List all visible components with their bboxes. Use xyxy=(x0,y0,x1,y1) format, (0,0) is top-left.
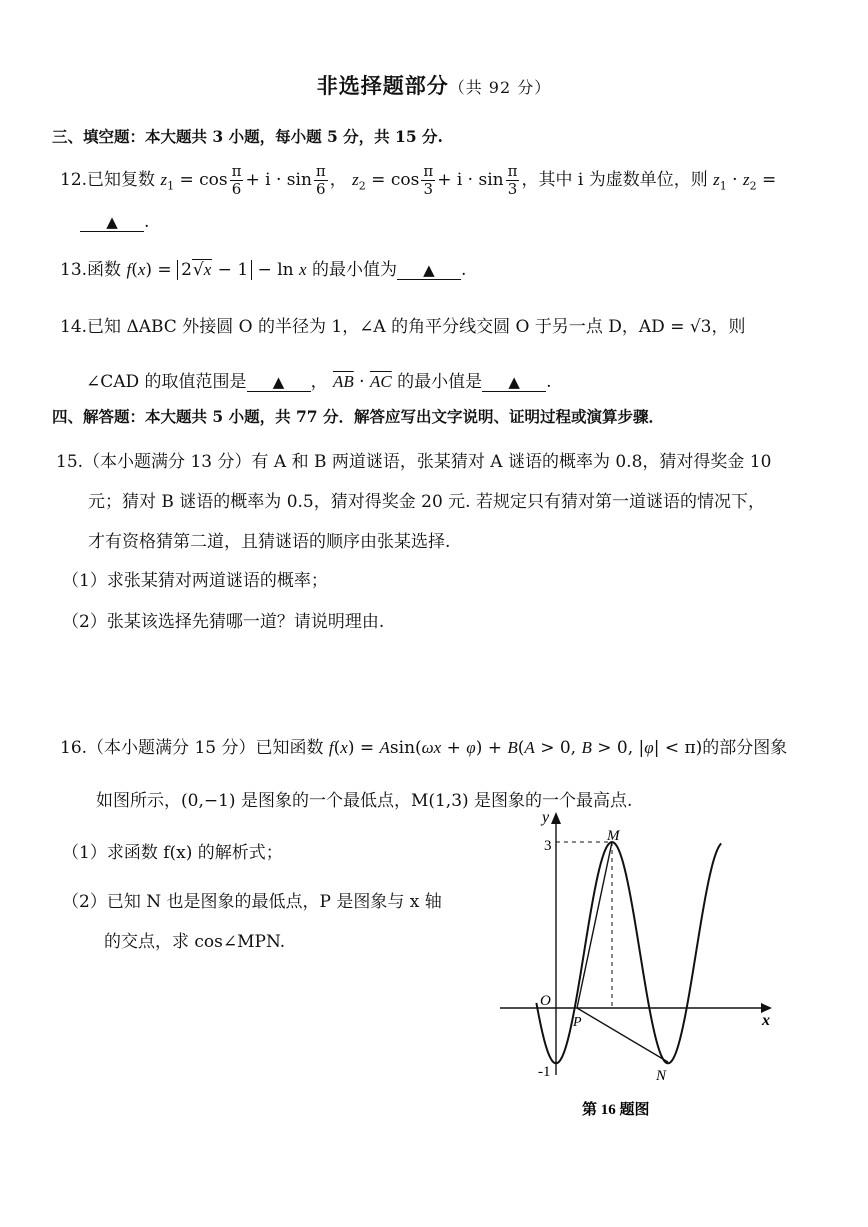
q12-number: 12. xyxy=(60,170,88,190)
section4-header: 四、解答题：本大题共 5 小题，共 77 分．解答应写出文字说明、证明过程或演算步骤． xyxy=(52,407,664,426)
page-title xyxy=(0,70,868,100)
q14-line2-b: ， xyxy=(310,372,328,392)
q14-line2-c: 的最小值是 xyxy=(397,372,483,392)
q15-part1: （1）求张某猜对两道谜语的概率； xyxy=(62,571,328,591)
tick-neg1: -1 xyxy=(538,1064,551,1080)
q15-line1-text: （本小题满分 13 分）有 A 和 B 两道谜语，张某猜对 A 谜语的概率为 0.8，猜对得奖金 10 xyxy=(83,452,772,472)
q14-number: 14. xyxy=(60,317,88,337)
q12-answer-line: ▲ . xyxy=(80,212,149,232)
q15-part2: （2）张某该选择先猜哪一道？请说明理由. xyxy=(62,612,385,632)
y-axis-label: y xyxy=(542,809,550,826)
q15-number: 15. xyxy=(56,452,84,472)
q16-part2-line2: 的交点，求 cos∠MPN. xyxy=(104,932,286,952)
q15-line1 xyxy=(56,447,771,472)
q13-number: 13. xyxy=(60,260,88,280)
x-axis-label: x xyxy=(762,1012,770,1029)
q14-line1 xyxy=(60,312,746,337)
q14-answer-blank-2: ▲ xyxy=(482,373,546,392)
sine-curve xyxy=(536,842,721,1063)
q12-text-a: 已知复数 xyxy=(87,170,156,190)
q12-text-b: 其中 i 为虚数单位，则 xyxy=(538,170,708,190)
q16-part1: （1）求函数 f(x) 的解析式； xyxy=(62,843,283,863)
q12-line1: 12.已知复数 $z_1 = \cos$ $\frac{\pi}{6}$ + i · sin $\frac{\pi}{6}$ ， $z_2 = \cos$ $\frac{\pi}{3}$ + i · sin $\frac{\pi}{3}$ ，其中 i 为虚数单位，则 $z_1 \cdot z_2$ = xyxy=(60,162,777,198)
q13-text-b: 的最小值为 xyxy=(311,260,397,280)
section3-header: 三、填空题：本大题共 3 小题，每小题 5 分，共 15 分. xyxy=(52,127,443,146)
q13-answer-blank: ▲ xyxy=(397,261,461,280)
point-M-label: M xyxy=(607,828,620,844)
q12-answer-blank: ▲ xyxy=(80,213,144,232)
q15-line3: 才有资格猜第二道，且猜谜语的顺序由张某选择. xyxy=(88,532,451,552)
q14-line2: ∠CAD 的取值范围是 ▲ ， $\overline{AB} \cdot \overline{AC}$ 的最小值是 ▲ . xyxy=(86,372,552,392)
q16-number: 16. xyxy=(60,738,88,758)
q16-line1-a: （本小题满分 15 分）已知函数 xyxy=(87,738,324,758)
q16-line1: 16.（本小题满分 15 分）已知函数 f(x) = Asin(ωx + φ) + B(A > 0, B > 0, |φ| < π)的部分图象 xyxy=(60,738,788,758)
q16-part2-line1: （2）已知 N 也是图象的最低点，P 是图象与 x 轴 xyxy=(62,892,442,912)
title-main: 非选择题部分 xyxy=(316,73,449,98)
q13-line: 13.函数 f(x) = 2√x − 1 − ln x 的最小值为 ▲ . xyxy=(60,260,467,280)
q16-line2: 如图所示，(0,−1) 是图象的一个最低点，M(1,3) 是图象的一个最高点. xyxy=(96,791,633,811)
q14-line1-text: 已知 ΔABC 外接圆 O 的半径为 1，∠A 的角平分线交圆 O 于另一点 D，AD = √3，则 xyxy=(87,317,746,337)
q15-line2: 元；猜对 B 谜语的概率为 0.5，猜对得奖金 20 元. 若规定只有猜对第一道谜语的情况下， xyxy=(88,492,765,512)
q13-text-a: 函数 xyxy=(87,260,122,280)
q14-answer-blank-1: ▲ xyxy=(247,373,311,392)
q16-line1-b: 的部分图象 xyxy=(702,738,788,758)
point-P-label: P xyxy=(573,1015,582,1030)
y-axis-arrow xyxy=(551,812,561,824)
tick-3: 3 xyxy=(544,838,552,854)
q16-function-graph xyxy=(490,800,790,1130)
q14-line2-a: ∠CAD 的取值范围是 xyxy=(86,372,247,392)
point-N-label: N xyxy=(656,1068,667,1084)
figure-caption: 第 16 题图 xyxy=(582,1102,650,1118)
segment-PM xyxy=(577,842,612,1008)
origin-label: O xyxy=(540,993,551,1009)
title-sub: （共 92 分） xyxy=(448,78,552,97)
